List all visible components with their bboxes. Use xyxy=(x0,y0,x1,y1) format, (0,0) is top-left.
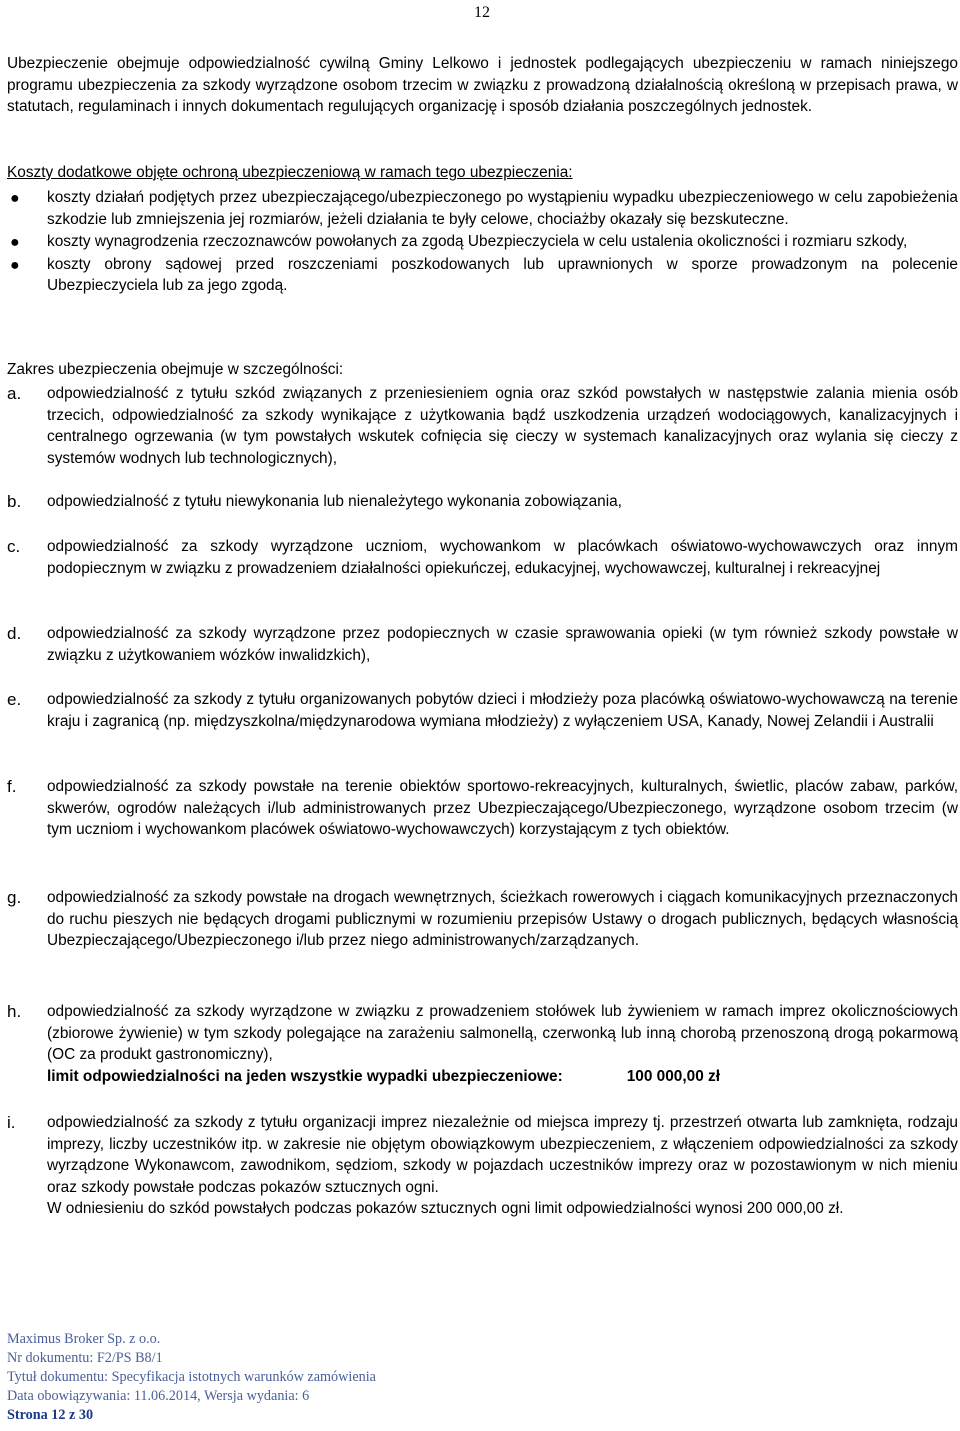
footer-page-counter xyxy=(7,1406,376,1425)
item-letter: i. xyxy=(7,1113,16,1132)
item-letter: d. xyxy=(7,624,22,643)
footer-doc-title: Tytuł dokumentu: Specyfikacja istotnych warunków zamówienia xyxy=(7,1369,376,1385)
item-text: odpowiedzialność za szkody wyrządzone uczniom, wychowankom w placówkach oświatowo-wychowawczych oraz innym podopiecznym w związku z prowadzeniem działalności opiekuńczej, edukacyjnej, wychowawczej, kulturalnej i rekreacyjnej xyxy=(47,538,958,577)
item-letter: h. xyxy=(7,1002,22,1021)
scope-item-e xyxy=(7,689,958,732)
item-letter: f. xyxy=(7,777,17,796)
bullet-icon: ● xyxy=(10,190,20,207)
scope-item-f xyxy=(7,776,958,841)
item-text: odpowiedzialność z tytułu niewykonania lub nienależytego wykonania zobowiązania, xyxy=(47,493,622,510)
item-text: odpowiedzialność za szkody z tytułu organizowanych pobytów dzieci i młodzieży poza placówką oświatowo-wychowawczą na terenie kraju i zagranicą (np. międzyszkolna/międzynarodowa wymiana młodzieży) z wyłączeniem USA, Kanady, Nowej Zelandii i Australii xyxy=(47,691,958,730)
item-letter: e. xyxy=(7,690,22,709)
costs-list xyxy=(7,187,958,297)
scope-item-i xyxy=(7,1112,958,1220)
item-letter: g. xyxy=(7,888,22,907)
footer-validity: Data obowiązywania: 11.06.2014, Wersja wydania: 6 xyxy=(7,1388,310,1404)
liability-limit xyxy=(47,1066,958,1088)
item-letter: b. xyxy=(7,492,22,511)
list-item-text: koszty obrony sądowej przed roszczeniami poszkodowanych lub uprawnionych w sporze prowadzonym na polecenie Ubezpieczyciela lub za jego zgodą. xyxy=(47,255,958,295)
limit-label: limit odpowiedzialności na jeden wszystkie wypadki ubezpieczeniowe: xyxy=(47,1067,563,1085)
bullet-icon: ● xyxy=(10,234,20,252)
footer-page-label: Strona xyxy=(7,1407,48,1423)
list-item xyxy=(7,231,958,253)
scope-heading: Zakres ubezpieczenia obejmuje w szczególności: xyxy=(7,361,344,378)
page-number: 12 xyxy=(474,4,490,21)
item-text: odpowiedzialność za szkody powstałe na drogach wewnętrznych, ścieżkach rowerowych i ciągach komunikacyjnych przeznaczonych do ruchu pieszych nie będących drogami publicznymi w rozumieniu przepisów Ustawy o drogach publicznych, będących własnością Ubezpieczającego/Ubezpieczonego i/lub przez niego administrowanych/zarządzanych. xyxy=(47,889,958,950)
document-footer xyxy=(7,1330,376,1425)
item-text: odpowiedzialność z tytułu szkód związanych z przeniesieniem ognia oraz szkód powstałych w następstwie zalania mienia osób trzecich, odpowiedzialność za szkody wynikające z użytkowania bądź uszkodzenia urządzeń wodociągowych, kanalizacyjnych i centralnego ogrzewania (w tym powstałych wskutek cofnięcia się cieczy w systemach kanalizacyjnych oraz wylania się cieczy z systemów wodnych lub technologicznych), xyxy=(47,385,958,467)
item-extra-text: W odniesieniu do szkód powstałych podczas pokazów sztucznych ogni limit odpowiedzialności wynosi 200 000,00 zł. xyxy=(47,1200,844,1218)
footer-page-current: 12 xyxy=(51,1407,66,1423)
footer-page-sep: z xyxy=(69,1407,76,1423)
item-text: odpowiedzialność za szkody wyrządzone w związku z prowadzeniem stołówek lub żywieniem w ramach imprez okolicznościowych (zbiorowe żywienie) w tym szkody polegające na zarażeniu salmonellą, czerwonką lub inną chorobą przenoszoną drogą pokarmową (OC za produkt gastronomiczny), xyxy=(47,1003,958,1064)
list-item-text: koszty wynagrodzenia rzeczoznawców powołanych za zgodą Ubezpieczyciela w celu ustalenia okoliczności i rozmiaru szkody, xyxy=(47,233,908,251)
limit-amount: 100 000,00 zł xyxy=(626,1067,720,1085)
list-item-text: koszty działań podjętych przez ubezpieczającego/ubezpieczonego po wystąpieniu wypadku ubezpieczeniowego w celu zapobieżenia szkodzie lub zmniejszenia jej rozmiarów, jeżeli działania te były celowe, chociażby okazały się bezskuteczne. xyxy=(47,189,958,228)
costs-heading: Koszty dodatkowe objęte ochroną ubezpieczeniową w ramach tego ubezpieczenia: xyxy=(7,164,573,181)
footer-page-total: 30 xyxy=(78,1407,94,1423)
scope-item-d xyxy=(7,623,958,666)
item-letter: c. xyxy=(7,537,21,556)
list-item xyxy=(7,254,958,297)
footer-doc-number: Nr dokumentu: F2/PS B8/1 xyxy=(7,1350,163,1366)
scope-item-b xyxy=(7,491,958,513)
item-text: odpowiedzialność za szkody wyrządzone przez podopiecznych w czasie sprawowania opieki (w tym również szkody powstałe w związku z użytkowaniem wózków inwalidzkich), xyxy=(47,625,958,664)
item-text: odpowiedzialność za szkody z tytułu organizacji imprez niezależnie od miejsca imprezy tj. przestrzeń otwarta lub zamknięta, rodzaju imprezy, liczby uczestników itp. w zakresie nie objętym obowiązkowym ubezpieczeniem, z włączeniem odpowiedzialności za szkody wyrządzone Wykonawcom, zawodnikom, sędziom, szkody w pojazdach uczestników imprezy oraz w pozostawionym w nich mieniu oraz szkody powstałe podczas pokazów sztucznych ogni. xyxy=(47,1114,958,1196)
scope-item-a xyxy=(7,383,958,469)
scope-item-g xyxy=(7,887,958,952)
item-letter: a. xyxy=(7,384,22,403)
item-text: odpowiedzialność za szkody powstałe na terenie obiektów sportowo-rekreacyjnych, kulturalnych, świetlic, placów zabaw, parków, skwerów, ogrodów należących i/lub administrowanych przez Ubezpieczającego/Ubezpieczonego, wyrządzone osobom trzecim (w tym uczniom i wychowankom placówek oświatowo-wychowawczych) korzystającym z tych obiektów. xyxy=(47,778,958,839)
list-item xyxy=(7,187,958,230)
bullet-icon: ● xyxy=(10,256,20,274)
footer-company: Maximus Broker Sp. z o.o. xyxy=(7,1331,161,1347)
scope-item-c xyxy=(7,536,958,579)
intro-paragraph: Ubezpieczenie obejmuje odpowiedzialność cywilną Gminy Lelkowo i jednostek podlegających ubezpieczeniu w ramach niniejszego programu ubezpieczenia za szkody wyrządzone osobom trzecim w związku z prowadzoną działalnością określoną w przepisach prawa, w statutach, regulaminach i innych dokumentach regulujących organizację i sposób działania poszczególnych jednostek. xyxy=(7,55,958,116)
scope-item-h xyxy=(7,1001,958,1087)
